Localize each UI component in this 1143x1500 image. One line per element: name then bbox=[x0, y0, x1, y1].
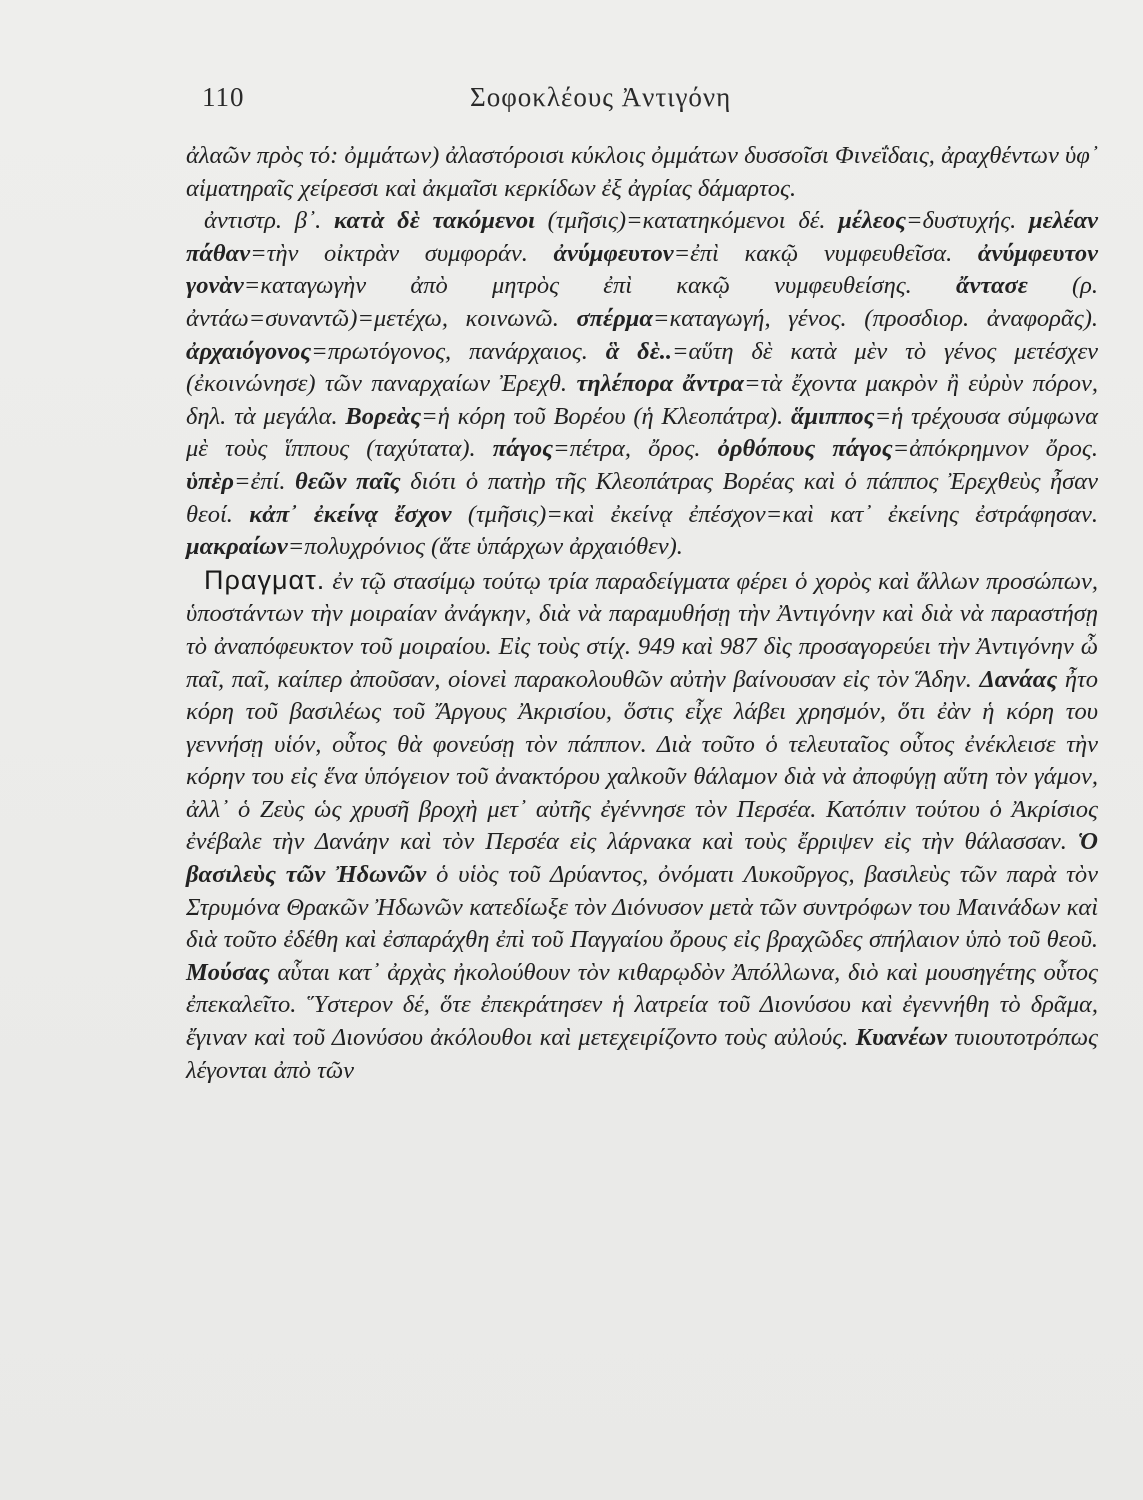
text-run: =αὕτη δὲ κατὰ μὲν τὸ γένος μετέσχεν (ἐκοινώνησε) τῶν παναρχαίων Ἐρεχθ. bbox=[186, 337, 1098, 398]
lemma-term: κἀπ᾽ ἐκείνᾳ ἔσχον bbox=[249, 500, 452, 528]
lemma-term: Μούσας bbox=[186, 958, 270, 986]
lemma-term: ἀνύμφευτον γονὰν bbox=[186, 239, 1098, 300]
lemma-term: ἀνύμφευτον bbox=[553, 239, 674, 267]
text-run: διότι ὁ πατὴρ τῆς Κλεοπάτρας Βορέας καὶ ὁ πάππος Ἐρεχθεὺς ἦσαν θεοί. bbox=[186, 467, 1098, 528]
text-run: =πρωτόγονος, πανάρχαιος. bbox=[311, 337, 606, 365]
paragraph-1 bbox=[186, 140, 1098, 205]
paragraph-2 bbox=[186, 205, 1098, 564]
text-run: αὗται κατ᾽ ἀρχὰς ἠκολούθουν τὸν κιθαρῳδὸν Ἀπόλλωνα, διὸ καὶ μουσηγέτης οὗτος ἐπεκαλεῖτο. Ὕστερον δέ, ὅτε ἐπεκράτησεν ἡ λατρεία τοῦ Διονύσου καὶ ἐγεννήθη τὸ δρᾶμα, ἔγιναν καὶ τοῦ Διονύσου ἀκόλουθοι καὶ μετεχειρίζοντο τοὺς αὐλούς. bbox=[186, 958, 1098, 1052]
lemma-term: τηλέπορα ἄντρα bbox=[576, 370, 744, 398]
margin-mark bbox=[14, 1424, 28, 1444]
text-run: (τμῆσις)=κατατηκόμενοι δέ. bbox=[534, 207, 839, 235]
text-run: =ἐπὶ κακῷ νυμφευθεῖσα. bbox=[673, 239, 978, 267]
text-run: τυιουτοτρόπως λέγονται ἀπὸ τῶν bbox=[186, 1024, 1098, 1084]
lemma-term: πάγος bbox=[492, 435, 554, 463]
text-run: =τὴν οἰκτρὰν συμφοράν. bbox=[250, 239, 554, 267]
lemma-term: ἄντασε bbox=[955, 272, 1028, 300]
text-run: =τὰ ἔχοντα μακρὸν ἢ εὐρὺν πόρον, δηλ. τὰ μεγάλα. bbox=[186, 370, 1098, 430]
lemma-term: ἀρχαιόγονος bbox=[186, 337, 312, 365]
page-header bbox=[202, 82, 802, 122]
text-run: (τμῆσις)=καὶ ἐκείνᾳ ἐπέσχον=καὶ κατ᾽ ἐκείνης ἐστράφησαν. bbox=[451, 500, 1098, 528]
text-run: =ἐπί. bbox=[234, 467, 296, 495]
lemma-term: μέλεος bbox=[838, 207, 906, 235]
lemma-term: θεῶν παῖς bbox=[295, 467, 401, 495]
text-run: =καταγωγή, γένος. (προσδιορ. ἀναφορᾶς). bbox=[652, 304, 1098, 332]
text-run: =δυστυχής. bbox=[906, 207, 1029, 235]
lemma-term: Κυανέων bbox=[855, 1024, 948, 1052]
lemma-term: ὀρθόπους πάγος bbox=[717, 435, 893, 463]
running-title: Σοφοκλέους Ἀντιγόνη bbox=[470, 82, 732, 112]
text-run: ἀντιστρ. β᾽. bbox=[204, 207, 334, 235]
text-run: =ἡ τρέχουσα σύμφωνα μὲ τοὺς ἵππους (ταχύτατα). bbox=[186, 402, 1098, 463]
lemma-term: μακραίων bbox=[186, 533, 288, 561]
text-run: =πέτρα, ὄρος. bbox=[553, 435, 718, 463]
commentary-text bbox=[186, 140, 1098, 1087]
text-run: ὁ υἱὸς τοῦ Δρύαντος, ὀνόματι Λυκοῦργος, βασιλεὺς τῶν παρὰ τὸν Στρυμόνα Θρακῶν Ἠδωνῶν κατεδίωξε τὸν Διόνυσον μετὰ τῶν συντρόφων του Μαινάδων καὶ διὰ τοῦτο ἐδέθη καὶ ἐσπαράχθη ἐπὶ τοῦ Παγγαίου ὄρους εἰς βραχῶδες σπήλαιον ὑπὸ τοῦ θεοῦ. bbox=[186, 861, 1099, 954]
lemma-term: ὑπὲρ bbox=[186, 467, 235, 495]
page-number: 110 bbox=[202, 82, 245, 112]
text-run: =καταγωγὴν ἀπὸ μητρὸς ἐπὶ κακῷ νυμφευθείσης. bbox=[243, 272, 956, 300]
lemma-term: Δανάας bbox=[979, 665, 1058, 693]
text-run: ἀλαῶν πρὸς τό: ὀμμάτων) ἀλαστόροισι κύκλοις ὀμμάτων δυσσοῖσι Φινεΐδαις, ἀραχθέντων ὑφ᾽ αἱματηραῖς χείρεσσι καὶ ἀκμαῖσι κερκίδων ἐξ ἀγρίας δάμαρτος. bbox=[186, 142, 1098, 202]
lemma-term: σπέρμα bbox=[576, 304, 653, 332]
lemma-term: Βορεὰς bbox=[345, 402, 422, 430]
text-run: =ἡ κόρη τοῦ Βορέου (ἡ Κλεοπάτρα). bbox=[421, 402, 791, 430]
text-run: ἦτο κόρη τοῦ βασιλέως τοῦ Ἄργους Ἀκρισίου, ὅστις εἶχε λάβει χρησμόν, ὅτι ἐὰν ἡ κόρη του γεννήσῃ υἱόν, οὗτος θὰ φονεύσῃ τὸν πάππον. Διὰ τοῦτο ὁ τελευταῖος οὗτος ἐνέκλεισε τὴν κόρην του εἰς ἕνα ὑπόγειον τοῦ ἀνακτόρου χαλκοῦν θάλαμον διὰ νὰ ἀποφύγῃ αὕτη τὸν γάμον, ἀλλ᾽ ὁ Ζεὺς ὡς χρυσῆ βροχὴ μετ᾽ αὐτῆς ἐγέννησε τὸν Περσέα. Κατόπιν τούτου ὁ Ἀκρίσιος ἐνέβαλε τὴν Δανάην καὶ τὸν Περσέα εἰς λάρνακα καὶ τοὺς ἔρριψεν εἰς τὴν θάλασσαν. bbox=[186, 665, 1098, 856]
paragraph-3 bbox=[186, 564, 1098, 1088]
lemma-term: Ὁ βασιλεὺς τῶν Ἠδωνῶν bbox=[186, 828, 1098, 889]
text-run: ἐν τῷ στασίμῳ τούτῳ τρία παραδείγματα φέρει ὁ χορὸς καὶ ἄλλων προσώπων, ὑποστάντων τὴν μοιραίαν ἀνάγκην, διὰ νὰ παραμυθήσῃ τὴν Ἀντιγόνην καὶ διὰ νὰ παραστήσῃ τὸ ἀναπόφευκτον τοῦ μοιραίου. Εἰς τοὺς στίχ. 949 καὶ 987 δὶς προσαγορεύει τὴν Ἀντιγόνην ὦ παῖ, παῖ, καίπερ ἀποῦσαν, οἱονεὶ παρακολουθῶν αὐτὴν βαίνουσαν εἰς τὸν Ἅδην. bbox=[186, 567, 1098, 693]
lemma-term: ἃ δὲ.. bbox=[605, 337, 672, 365]
lemma-term: κατὰ δὲ τακόμενοι bbox=[333, 207, 535, 235]
lemma-term: ἅμιππος bbox=[791, 402, 875, 430]
text-run: =ἀπόκρημνον ὄρος. bbox=[892, 435, 1098, 463]
text-run: =πολυχρόνιος (ἅτε ὑπάρχων ἀρχαιόθεν). bbox=[287, 533, 683, 561]
section-heading: Πραγματ. bbox=[204, 564, 326, 595]
text-run: (ρ. ἀντάω=συναντῶ)=μετέχω, κοινωνῶ. bbox=[186, 272, 1098, 332]
lemma-term: μελέαν πάθαν bbox=[186, 207, 1099, 267]
